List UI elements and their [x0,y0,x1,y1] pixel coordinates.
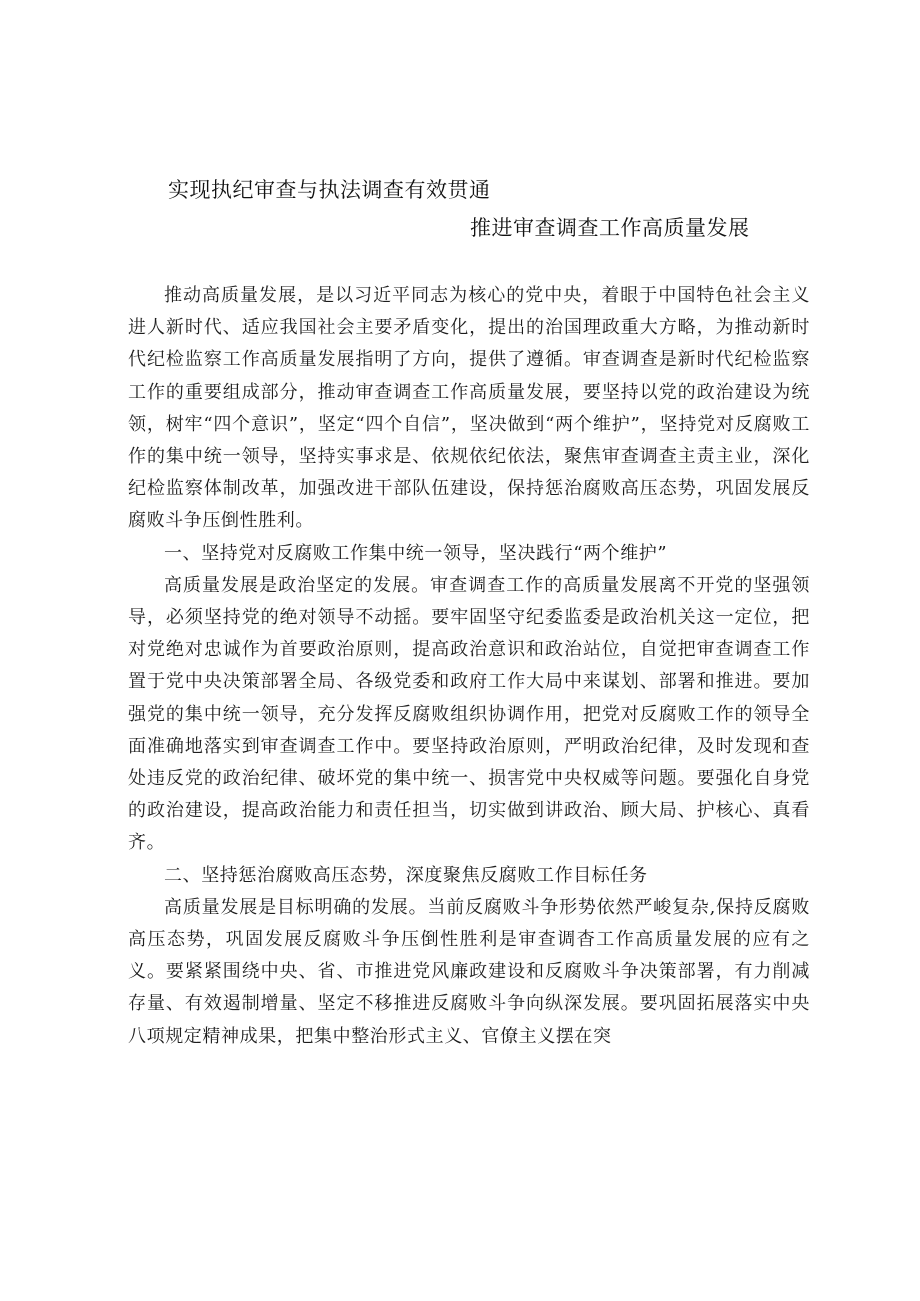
document-title-line-1: 实现执纪审查与执法调查有效贯通 [168,178,491,202]
document-body [128,280,810,1053]
document-title-line-2: 推进审查调查工作高质量发展 [470,216,750,240]
section-heading-1: 一、坚持党对反腐败工作集中统一领导，坚决践行“两个维护” [164,542,668,564]
section-1-paragraph: 高质量发展是政治坚定的发展。审查调查工作的高质量发展离不开党的坚强领导，必须坚持党的绝对领导不动摇。要牢固坚守纪委监委是政治机关这一定位，把对党绝对忠诚作为首要政治原则，提高政治意识和政治站位，自觉把审查调查工作置于党中央决策部署全局、各级党委和政府工作大局中来谋划、部署和推进。要加强党的集中统一领导，充分发挥反腐败组织协调作用，把党对反腐败工作的领导全面准确地落实到审查调查工作中。要坚持政治原则，严明政治纪律，及时发现和查处违反党的政治纪律、破坏党的集中统一、损害党中央权威等问题。要强化自身党的政治建设，提高政治能力和责任担当，切实做到讲政治、顾大局、护核心、真看齐。 [128,574,810,854]
section-heading-2: 二、坚持惩治腐败高压态势，深度聚焦反腐败工作目标任务 [164,864,648,886]
intro-paragraph: 推动高质量发展，是以习近平同志为核心的党中央，着眼于中国特色社会主义进人新时代、适应我国社会主要矛盾变化，提出的治国理政重大方略，为推动新时代纪检监察工作高质量发展指明了方向，提供了遵循。审查调查是新时代纪检监察工作的重要组成部分，推动审查调查工作高质量发展，要坚持以党的政治建设为统领，树牢“四个意识”，坚定“四个自信”，坚决做到“两个维护”，坚持党对反腐败工作的集中统一领导，坚持实事求是、依规依纪依法，聚焦审查调查主责主业，深化纪检监察体制改革，加强改进干部队伍建设，保持惩治腐败高压态势，巩固发展反腐败斗争压倒性胜利。 [128,285,810,532]
section-2-paragraph: 高质量发展是目标明确的发展。当前反腐败斗争形势依然严峻复杂,保持反腐败高压态势，巩固发展反腐败斗争压倒性胜利是审查调杳工作高质量发展的应有之义。要紧紧围绕中央、省、市推进党风廉政建设和反腐败斗争决策部署，有力削减存量、有效遏制增量、坚定不移推进反腐败斗争向纵深发展。要巩固拓展落实中央八项规定精神成果，把集中整治形式主义、官僚主义摆在突 [128,896,810,1047]
